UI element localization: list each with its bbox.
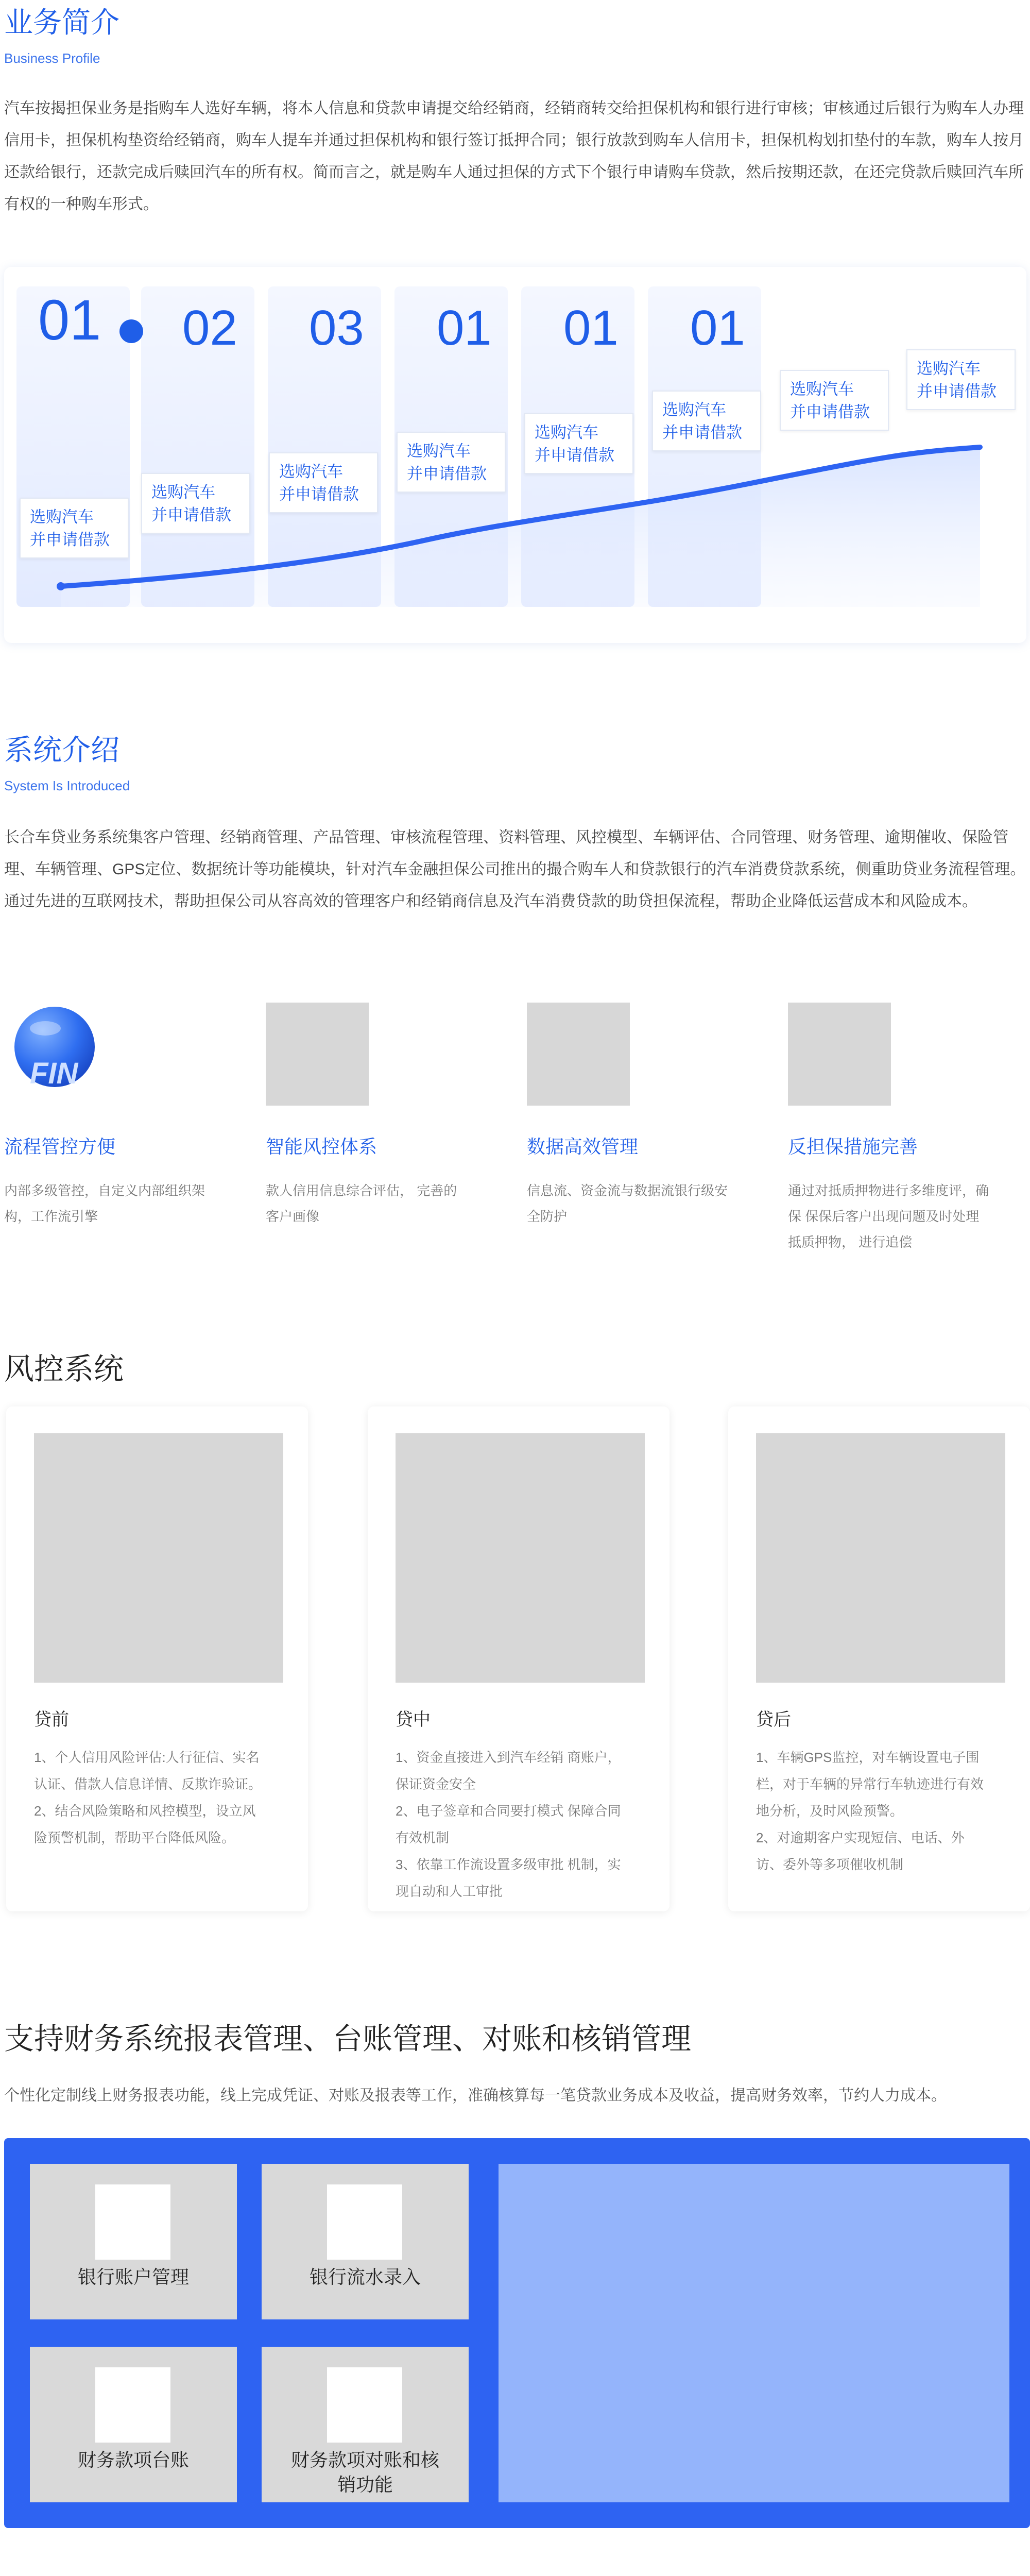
tile-image	[327, 2184, 402, 2260]
finance-title: 支持财务系统报表管理、台账管理、对账和核销管理	[4, 2022, 692, 2056]
business-subtitle: Business Profile	[4, 50, 100, 66]
business-paragraph: 汽车按揭担保业务是指购车人选好车辆，将本人信息和贷款申请提交给经销商，经销商转交给担保机构和银行进行审核；审核通过后银行为购车人办理信用卡，担保机构垫资给经销商，购车人提车并通过担保机构和银行签订抵押合同；银行放款到购车人信用卡，担保机构划扣垫付的车款，购车人按月还款给银行，还款完成后赎回汽车的所有权。简而言之，就是购车人通过担保的方式下个银行申请购车贷款，然后按期还款，在还完贷款后赎回汽车所有权的一种购车形式。	[4, 100, 1024, 213]
risk-image	[34, 1433, 283, 1683]
risk-card-in-loan	[368, 1406, 670, 1911]
flow-number: 01	[690, 300, 745, 355]
system-paragraph: 长合车贷业务系统集客户管理、经销商管理、产品管理、审核流程管理、资料管理、风控模型、车辆评估、合同管理、财务管理、逾期催收、保险管理、车辆管理、GPS定位、数据统计等功能模块，针对汽车金融担保公司推出的撮合购车人和贷款银行的汽车消费贷款系统，侧重助贷业务流程管理。通过先进的互联网技术，帮助担保公司从容高效的管理客户和经销商信息及汽车消费贷款的助贷担保流程，帮助企业降低运营成本和风险成本。	[4, 829, 1026, 910]
feature-desc: 内部多级管控，自定义内部组织架 构，工作流引擎	[4, 1183, 205, 1224]
risk-card-pre-loan	[6, 1406, 308, 1911]
risk-card-title: 贷前	[34, 1710, 69, 1730]
finance-preview-panel	[499, 2164, 1009, 2502]
finance-panel	[4, 2138, 1030, 2528]
bank-flow-tile[interactable]	[262, 2164, 469, 2319]
risk-card-desc: 1、个人信用风险评估:人行征信、实名 认证、借款人信息详情、反欺诈验证。 2、结合风险策略和风控模型，设立风 险预警机制，帮助平台降低风险。	[34, 1750, 262, 1845]
system-subtitle: System Is Introduced	[4, 778, 130, 793]
risk-card-title: 贷后	[756, 1710, 791, 1730]
feature-title: 反担保措施完善	[788, 1136, 918, 1157]
flow-number: 01	[437, 300, 492, 355]
risk-image	[756, 1433, 1005, 1683]
risk-card-desc: 1、车辆GPS监控，对车辆设置电子围 栏，对于车辆的异常行车轨迹进行有效 地分析，及时风险预警。 2、对逾期客户实现短信、电话、外 访、委外等多项催收机制	[756, 1750, 984, 1872]
finance-desc: 个性化定制线上财务报表功能，线上完成凭证、对账及报表等工作，准确核算每一笔贷款业务成本及收益，提高财务效率，节约人力成本。	[4, 2087, 947, 2104]
flow-curve	[4, 267, 1026, 643]
risk-title: 风控系统	[4, 1352, 124, 1386]
tile-label: 财务款项台账	[77, 2449, 189, 2470]
flow-step: 选购汽车 并申请借款	[780, 370, 889, 431]
system-title: 系统介绍	[4, 734, 119, 766]
flow-step: 选购汽车 并申请借款	[269, 452, 378, 513]
feature-desc: 款人信用信息综合评估， 完善的 客户画像	[266, 1183, 457, 1224]
finance-ledger-tile[interactable]	[30, 2347, 237, 2502]
feature-title: 数据高效管理	[527, 1136, 639, 1157]
feature-image	[527, 1003, 630, 1106]
flow-number: 01	[38, 289, 101, 352]
tile-label: 银行账户管理	[77, 2266, 189, 2287]
flow-number: 01	[563, 300, 619, 355]
feature-title: 智能风控体系	[266, 1136, 377, 1157]
business-title: 业务简介	[4, 6, 119, 39]
risk-card-desc: 1、资金直接进入到汽车经销 商账户， 保证资金安全 2、电子签章和合同要打模式 保障合同 有效机制 3、依靠工作流设置多级审批 机制，实 现自动和人工审批	[396, 1750, 621, 1899]
flow-step: 选购汽车 并申请借款	[906, 349, 1016, 410]
tile-image	[327, 2367, 402, 2443]
tile-image	[95, 2184, 170, 2260]
loan-flow-chart	[4, 267, 1026, 643]
bank-account-tile[interactable]	[30, 2164, 237, 2319]
fin-logo-text: FIN	[30, 1057, 78, 1090]
flow-number: 02	[182, 300, 237, 355]
flow-step: 选购汽车 并申请借款	[652, 391, 761, 451]
tile-label: 银行流水录入	[309, 2266, 421, 2287]
flow-number: 03	[309, 300, 364, 355]
feature-image	[788, 1003, 891, 1106]
reconcile-tile[interactable]	[262, 2347, 469, 2502]
feature-title: 流程管控方便	[4, 1136, 116, 1157]
feature-image	[266, 1003, 369, 1106]
fin-sphere-icon	[9, 1006, 102, 1098]
tile-label: 财务款项对账和核 销功能	[290, 2449, 439, 2495]
flow-step: 选购汽车 并申请借款	[397, 432, 506, 493]
risk-image	[396, 1433, 645, 1683]
feature-desc: 信息流、资金流与数据流银行级安 全防护	[527, 1183, 728, 1224]
feature-desc: 通过对抵质押物进行多维度评，确 保 保保后客户出现问题及时处理 抵质押物， 进行追偿	[788, 1183, 989, 1250]
flow-step: 选购汽车 并申请借款	[141, 473, 250, 534]
flow-step: 选购汽车 并申请借款	[524, 413, 633, 474]
flow-step: 选购汽车 并申请借款	[20, 498, 129, 558]
risk-card-title: 贷中	[396, 1710, 431, 1730]
tile-image	[95, 2367, 170, 2443]
risk-card-post-loan	[728, 1406, 1030, 1911]
